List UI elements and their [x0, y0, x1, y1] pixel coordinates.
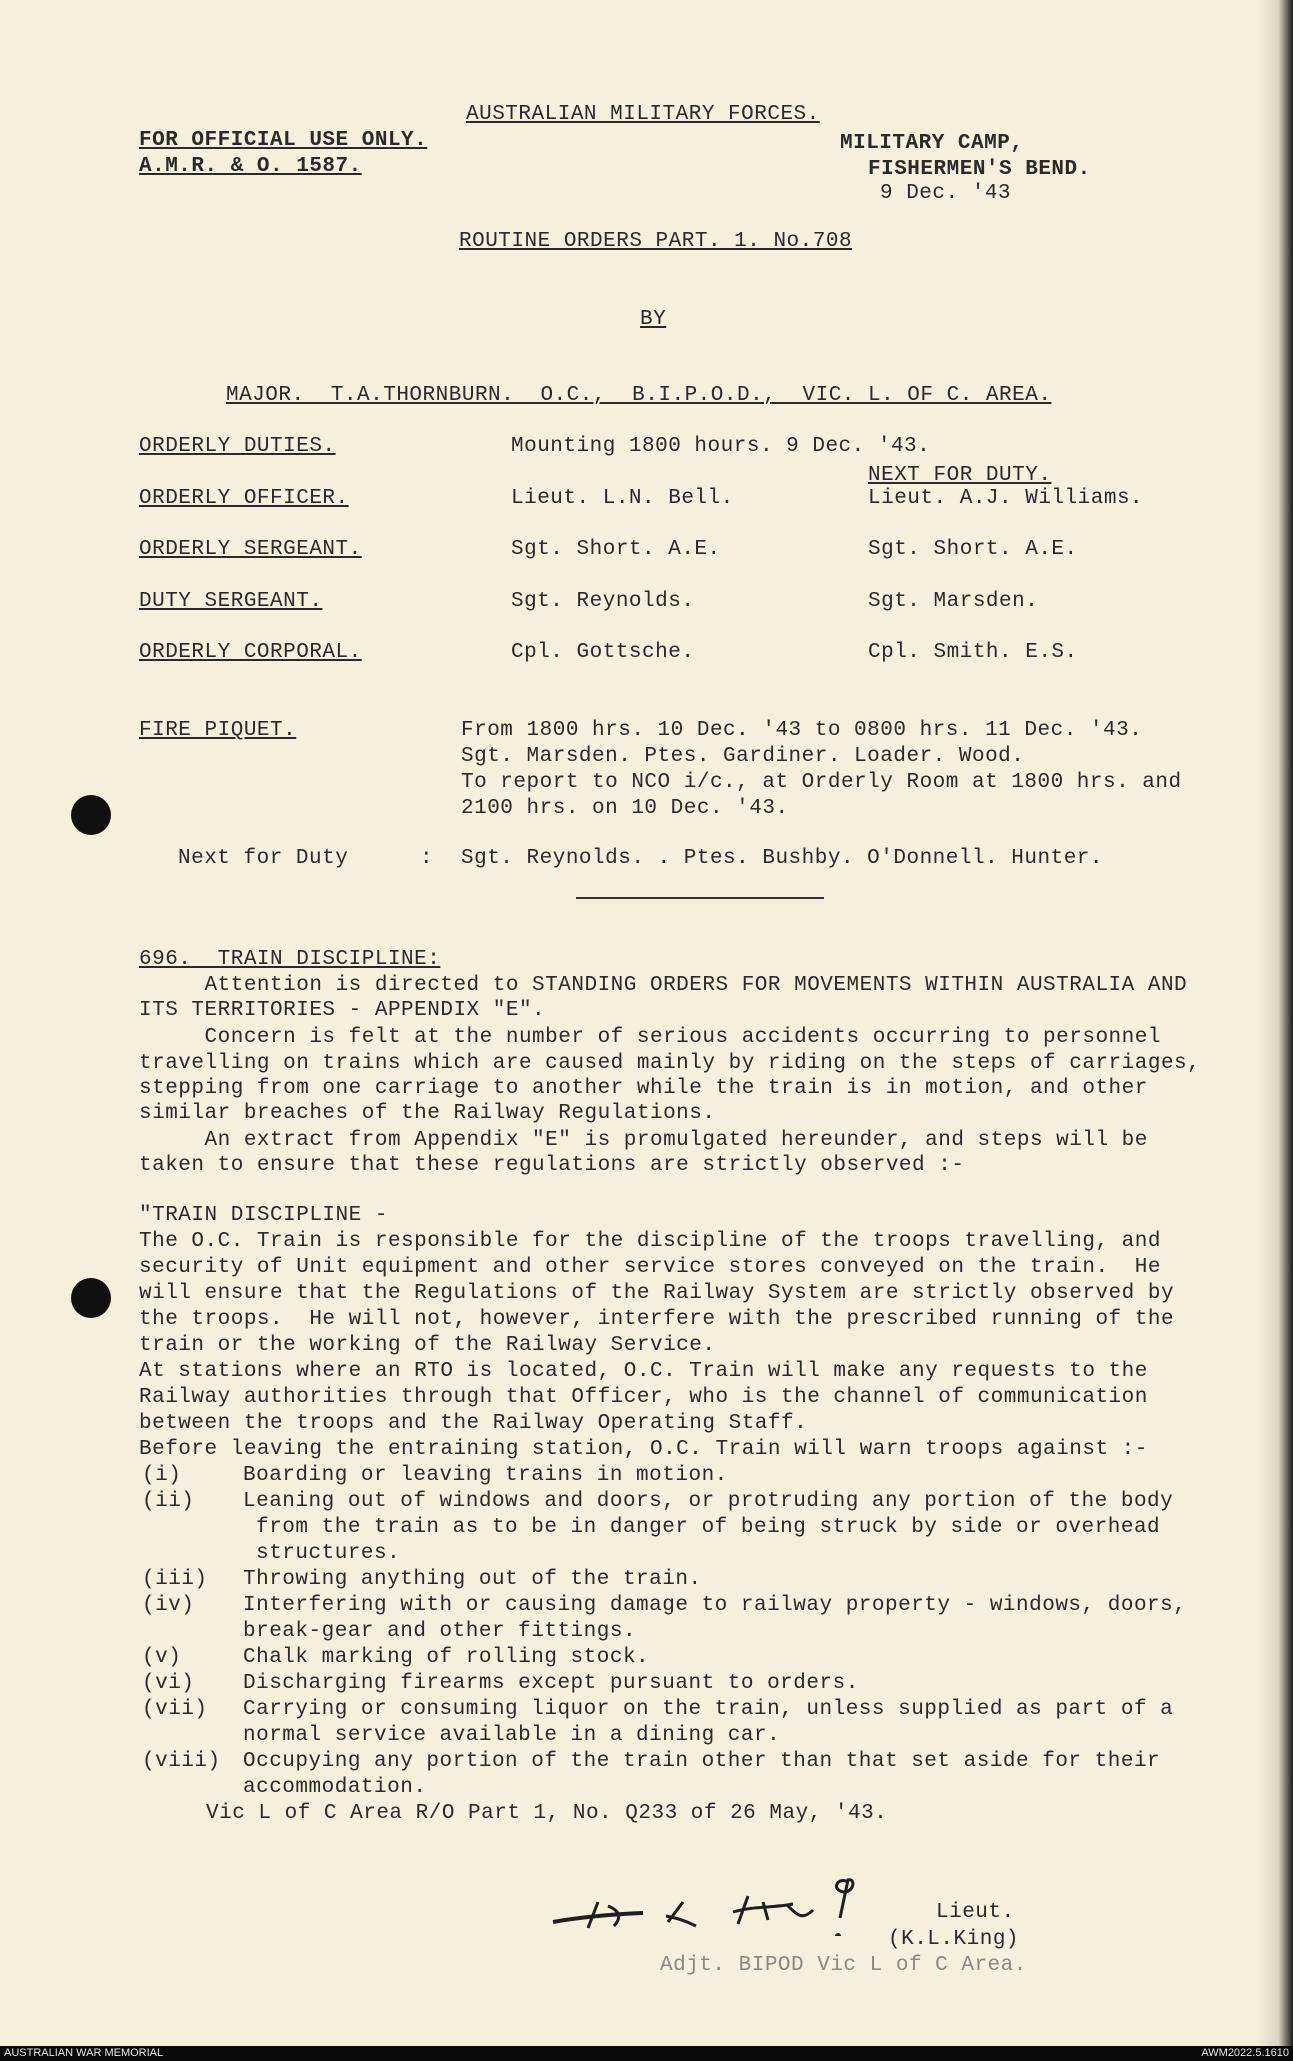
signature-title: Adjt. BIPOD Vic L of C Area. — [660, 1954, 1027, 1977]
quote-line: between the troops and the Railway Operating Staff. — [139, 1412, 808, 1435]
quote-line: The O.C. Train is responsible for the discipline of the troops travelling, and — [139, 1230, 1161, 1253]
section-divider — [576, 897, 824, 899]
paragraph-line: travelling on trains which are caused mainly by riding on the steps of carriages, — [139, 1052, 1201, 1075]
duty-label: ORDERLY CORPORAL. — [139, 641, 362, 664]
list-number: (iii) — [142, 1568, 208, 1591]
next-for-duty-label: Next for Duty — [178, 847, 349, 870]
list-item: normal service available in a dining car. — [243, 1724, 781, 1747]
list-item: structures. — [243, 1542, 401, 1565]
duty-label: ORDERLY DUTIES. — [139, 435, 336, 458]
quote-line: train or the working of the Railway Service. — [139, 1334, 716, 1357]
list-number: (viii) — [142, 1750, 221, 1773]
next-for-duty-header: NEXT FOR DUTY. — [868, 464, 1052, 487]
quote-line: the troops. He will not, however, interfere with the prescribed running of the — [139, 1308, 1175, 1331]
regulation-ref: A.M.R. & O. 1587. — [139, 155, 362, 178]
punch-hole — [71, 795, 111, 835]
list-number: (vii) — [142, 1698, 208, 1721]
list-number: (i) — [142, 1464, 182, 1487]
paragraph-line: Attention is directed to STANDING ORDERS FOR MOVEMENTS WITHIN AUSTRALIA AND — [139, 974, 1188, 997]
paragraph-line: Concern is felt at the number of serious accidents occurring to personnel — [139, 1026, 1161, 1049]
duty-label: DUTY SERGEANT. — [139, 590, 323, 613]
header-title: AUSTRALIAN MILITARY FORCES. — [466, 103, 820, 126]
paragraph-line: similar breaches of the Railway Regulations. — [139, 1102, 716, 1125]
archive-name: AUSTRALIAN WAR MEMORIAL — [4, 2047, 164, 2059]
section-heading: 696. TRAIN DISCIPLINE: — [139, 948, 441, 971]
duty-current: Sgt. Reynolds. — [511, 590, 695, 613]
duty-next: Lieut. A.J. Williams. — [868, 487, 1144, 510]
camp-location: FISHERMEN'S BEND. — [868, 158, 1091, 181]
next-for-duty-separator: : — [420, 847, 434, 870]
list-item: Discharging firearms except pursuant to orders. — [243, 1672, 859, 1695]
duty-next: Cpl. Smith. E.S. — [868, 641, 1078, 664]
archive-footer — [0, 2046, 1293, 2061]
archive-reference: AWM2022.5.1610 — [1201, 2047, 1289, 2059]
quote-line: At stations where an RTO is located, O.C. Train will make any requests to the — [139, 1360, 1148, 1383]
list-item: accommodation. — [243, 1776, 427, 1799]
duty-next: Sgt. Short. A.E. — [868, 538, 1078, 561]
list-item: from the train as to be in danger of being struck by side or overhead — [243, 1516, 1161, 1539]
list-item: Boarding or leaving trains in motion. — [243, 1464, 728, 1487]
quote-line: Before leaving the entraining station, O.C. Train will warn troops against :- — [139, 1438, 1148, 1461]
quote-line: will ensure that the Regulations of the Railway System are strictly observed by — [139, 1282, 1175, 1305]
duty-label: ORDERLY SERGEANT. — [139, 538, 362, 561]
handwritten-signature — [548, 1866, 928, 1936]
fire-piquet-line: From 1800 hrs. 10 Dec. '43 to 0800 hrs. 11 Dec. '43. — [461, 719, 1143, 742]
punch-hole — [71, 1278, 111, 1318]
list-item: Occupying any portion of the train other than that set aside for their — [243, 1750, 1161, 1773]
fire-piquet-line: Sgt. Marsden. Ptes. Gardiner. Loader. Wood. — [461, 745, 1025, 768]
official-use-label: FOR OFFICIAL USE ONLY. — [139, 129, 428, 152]
fire-piquet-line: 2100 hrs. on 10 Dec. '43. — [461, 797, 789, 820]
paragraph-line: ITS TERRITORIES - APPENDIX "E". — [139, 999, 546, 1022]
reference-line: Vic L of C Area R/O Part 1, No. Q233 of 26 May, '43. — [206, 1802, 888, 1825]
signature-name: (K.L.King) — [888, 1928, 1020, 1951]
list-number: (ii) — [142, 1490, 195, 1513]
orders-title: ROUTINE ORDERS PART. 1. No.708 — [459, 230, 853, 253]
paragraph-line: stepping from one carriage to another while the train is in motion, and other — [139, 1077, 1148, 1100]
duty-current: Cpl. Gottsche. — [511, 641, 695, 664]
quote-line: Railway authorities through that Officer, who is the channel of communication — [139, 1386, 1148, 1409]
fire-piquet-label: FIRE PIQUET. — [139, 719, 297, 742]
list-item: Chalk marking of rolling stock. — [243, 1646, 650, 1669]
quote-line: "TRAIN DISCIPLINE - — [139, 1204, 388, 1227]
list-item: Interfering with or causing damage to railway property - windows, doors, — [243, 1594, 1187, 1617]
issuer-line: MAJOR. T.A.THORNBURN. O.C., B.I.P.O.D., VIC. L. OF C. AREA. — [226, 384, 1052, 407]
list-number: (v) — [142, 1646, 182, 1669]
quote-line: security of Unit equipment and other service stores conveyed on the train. He — [139, 1256, 1161, 1279]
list-number: (iv) — [142, 1594, 195, 1617]
order-date: 9 Dec. '43 — [880, 182, 1012, 205]
duty-current: Lieut. L.N. Bell. — [511, 487, 734, 510]
paragraph-line: taken to ensure that these regulations are strictly observed :- — [139, 1154, 965, 1177]
camp-name: MILITARY CAMP, — [840, 132, 1024, 155]
duty-current: Mounting 1800 hours. 9 Dec. '43. — [511, 435, 931, 458]
duty-label: ORDERLY OFFICER. — [139, 487, 349, 510]
by-label: BY — [640, 308, 667, 331]
signature-rank: Lieut. — [936, 1901, 1015, 1924]
duty-next: Sgt. Marsden. — [868, 590, 1039, 613]
list-item: Leaning out of windows and doors, or protruding any portion of the body — [243, 1490, 1174, 1513]
list-item: Carrying or consuming liquor on the train, unless supplied as part of a — [243, 1698, 1174, 1721]
list-item: break-gear and other fittings. — [243, 1620, 637, 1643]
list-number: (vi) — [142, 1672, 195, 1695]
duty-current: Sgt. Short. A.E. — [511, 538, 721, 561]
fire-piquet-line: To report to NCO i/c., at Orderly Room at 1800 hrs. and — [461, 771, 1182, 794]
next-for-duty-value: Sgt. Reynolds. . Ptes. Bushby. O'Donnell. Hunter. — [461, 847, 1104, 870]
paragraph-line: An extract from Appendix "E" is promulgated hereunder, and steps will be — [139, 1129, 1148, 1152]
list-item: Throwing anything out of the train. — [243, 1568, 702, 1591]
